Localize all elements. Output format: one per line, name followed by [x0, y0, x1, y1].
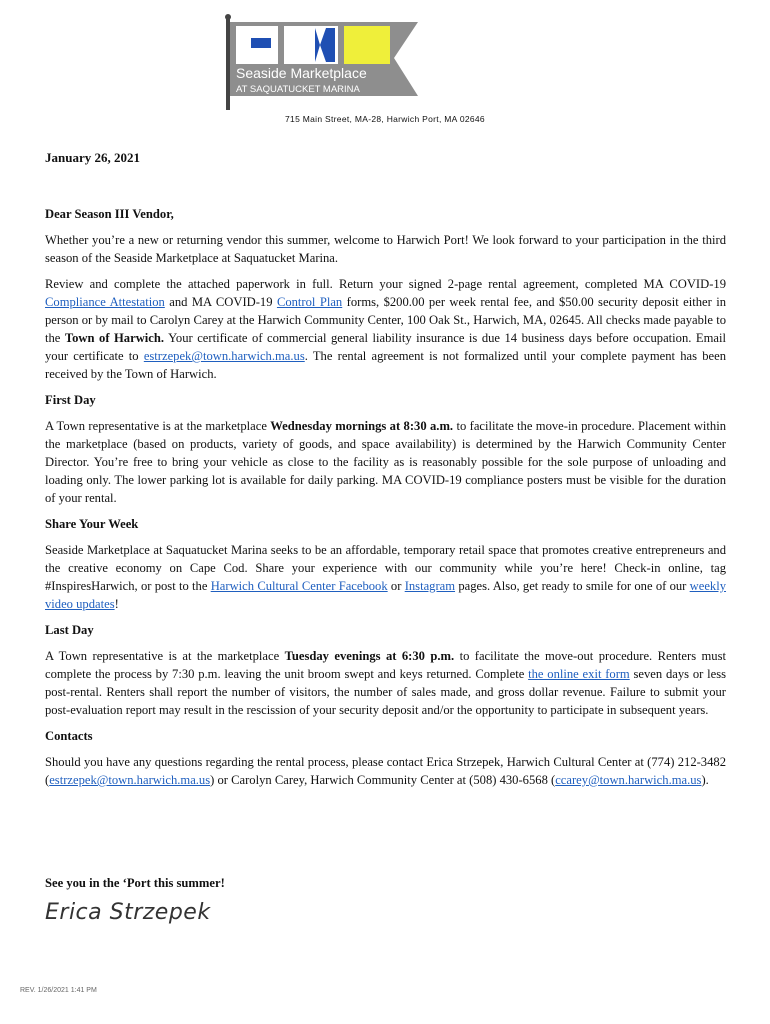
heading-share-your-week: Share Your Week [45, 517, 139, 531]
text-run: ! [114, 597, 119, 611]
text-run: Seaside Marketplace at Saquatucket Marina seeks to be an affordable, temporary retail space that promotes creative entrepreneurs and the creative economy on Cape Cod. Share your experience with our community while you’re here! Check-in online, tag #InspiresHarwich, or post to the [45, 543, 726, 593]
signature: Erica Strzepek [45, 900, 211, 925]
bold-move-out-time: Tuesday evenings at 6:30 p.m. [284, 649, 455, 663]
email-link-estrzepek-contacts[interactable]: estrzepek@town.harwich.ma.us [49, 773, 211, 787]
text-run: ). [701, 773, 709, 787]
last-day-paragraph [45, 647, 726, 719]
text-run: pages. Also, get ready to smile for one of our [455, 579, 690, 593]
text-run: A Town representative is at the marketplace [45, 419, 271, 433]
paperwork-paragraph [45, 275, 726, 383]
facebook-link[interactable]: Harwich Cultural Center Facebook [210, 579, 388, 593]
share-week-paragraph [45, 541, 726, 613]
revision-stamp: REV. 1/26/2021 1:41 PM [20, 987, 97, 994]
heading-last-day: Last Day [45, 623, 94, 637]
text-run: or [387, 579, 405, 593]
text-run: . The rental agreement is not formalized until your complete payment has been received by the Town of Harwich. [45, 349, 726, 381]
flag-square-yellow [344, 26, 390, 64]
letter-body [45, 205, 726, 797]
letter-date: January 26, 2021 [45, 150, 140, 165]
text-run: and MA COVID-19 [164, 295, 277, 309]
flag-pole-top [225, 14, 231, 20]
text-run: Should you have any questions regarding the rental process, please contact Erica Strzepek, Harwich Cultural Center at (774) 212-3482 ( [45, 755, 726, 787]
first-day-paragraph [45, 417, 726, 507]
logo-subtitle: AT SAQUATUCKET MARINA [236, 84, 360, 95]
text-run: Review and complete the attached paperwork in full. Return your signed 2-page rental agreement, completed MA COVID-19 [45, 277, 726, 291]
bold-move-in-time: Wednesday mornings at 8:30 a.m. [270, 419, 454, 433]
text-run: seven days or less post-rental. Renters shall report the number of visitors, the number of sales made, and gross dollar revenue. Failure to submit your post-evaluation report may result in the rescission of your security deposit and/or the opportunity to participate in subsequent years. [45, 667, 727, 717]
text-run: forms, $200.00 per week rental fee, and $50.00 security deposit either in person or by mail to Carolyn Carey at the Harwich Community Center, 100 Oak St., Harwich, MA, 02645. All checks made payable to the [45, 295, 726, 345]
salutation: Dear Season III Vendor, [45, 207, 174, 221]
contacts-paragraph [45, 753, 726, 789]
email-link-estrzepek[interactable]: estrzepek@town.harwich.ma.us [143, 349, 305, 363]
control-plan-link[interactable]: Control Plan [276, 295, 343, 309]
text-run: to facilitate the move-in procedure. Placement within the marketplace (based on products, variety of goods, and space availability) is determined by the Harwich Community Center Director. You’re free to bring your vehicle as close to the facility as is reasonably possible for the sole purpose of unloading and loading only. The lower parking lot is available for daily parking. MA COVID-19 compliance posters must be visible for the duration of your rental. [45, 419, 726, 505]
compliance-attestation-link[interactable]: Compliance Attestation [45, 295, 165, 309]
weekly-video-updates-link[interactable]: weekly video updates [45, 579, 727, 611]
text-run: ) or Carolyn Carey, Harwich Community Center at (508) 430-6568 ( [210, 773, 556, 787]
online-exit-form-link[interactable]: the online exit form [528, 667, 630, 681]
seaside-marketplace-logo [222, 12, 422, 112]
logo-title: Seaside Marketplace [236, 65, 367, 81]
text-run: Your certificate of commercial general liability insurance is due 14 business days before occupation. Email your certificate to [45, 331, 726, 363]
closing-line: See you in the ‘Port this summer! [45, 876, 225, 890]
heading-contacts: Contacts [45, 729, 93, 743]
bold-payee: Town of Harwich. [64, 331, 165, 345]
email-link-ccarey[interactable]: ccarey@town.harwich.ma.us [555, 773, 702, 787]
text-run: A Town representative is at the marketplace [45, 649, 285, 663]
instagram-link[interactable]: Instagram [404, 579, 456, 593]
flag-square-navy-bar [251, 38, 271, 48]
address-line: 715 Main Street, MA-28, Harwich Port, MA 02646 [285, 114, 485, 124]
welcome-paragraph: Whether you’re a new or returning vendor this summer, welcome to Harwich Port! We look forward to your participation in the third season of the Seaside Marketplace at Saquatucket Marina. [45, 233, 726, 265]
heading-first-day: First Day [45, 393, 96, 407]
text-run: to facilitate the move-out procedure. Renters must complete the process by 7:30 p.m. leaving the unit broom swept and keys returned. Complete [45, 649, 726, 681]
